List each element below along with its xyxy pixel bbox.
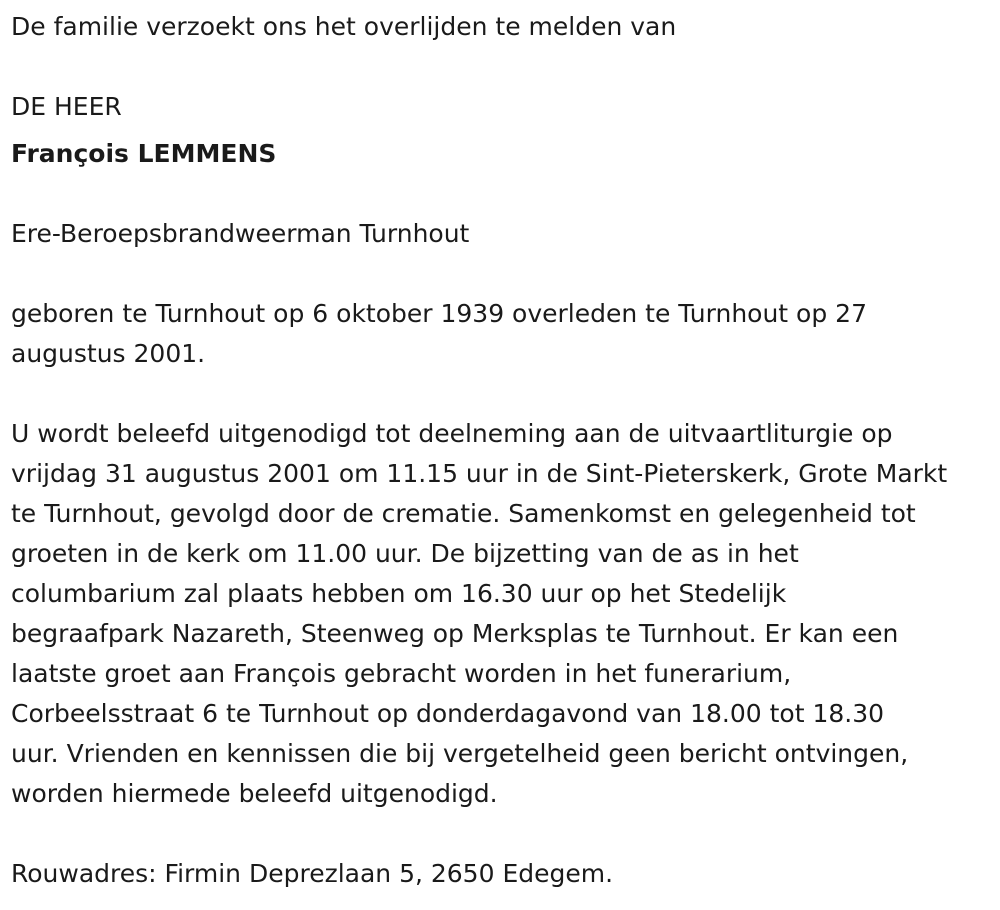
paragraph-line: te Turnhout, gevolgd door de crematie. Samenkomst en gelegenheid tot: [11, 499, 916, 528]
deceased-name: François LEMMENS: [11, 139, 277, 168]
birth-death-paragraph: [11, 294, 991, 374]
paragraph-line: Corbeelsstraat 6 te Turnhout op donderdagavond van 18.00 tot 18.30: [11, 699, 885, 728]
paragraph-line: laatste groet aan François gebracht worden in het funerarium,: [11, 659, 792, 688]
deceased-role: Ere-Beroepsbrandweerman Turnhout: [11, 219, 470, 248]
paragraph-line: uur. Vrienden en kennissen die bij vergetelheid geen bericht ontvingen,: [11, 739, 909, 768]
funeral-invitation-paragraph: [11, 414, 947, 814]
mourning-address: Rouwadres: Firmin Deprezlaan 5, 2650 Edegem.: [11, 859, 614, 888]
paragraph-line: begraafpark Nazareth, Steenweg op Merksplas te Turnhout. Er kan een: [11, 619, 899, 648]
paragraph-line: vrijdag 31 augustus 2001 om 11.15 uur in de Sint-Pieterskerk, Grote Markt: [11, 459, 948, 488]
intro-text: De familie verzoekt ons het overlijden te melden van: [11, 12, 677, 41]
paragraph-line: groeten in de kerk om 11.00 uur. De bijzetting van de as in het: [11, 539, 799, 568]
honorific-title: DE HEER: [11, 92, 122, 121]
paragraph-line: U wordt beleefd uitgenodigd tot deelneming aan de uitvaartliturgie op: [11, 419, 893, 448]
paragraph-line: worden hiermede beleefd uitgenodigd.: [11, 779, 498, 808]
paragraph-line: augustus 2001.: [11, 339, 206, 368]
paragraph-line: geboren te Turnhout op 6 oktober 1939 overleden te Turnhout op 27: [11, 299, 867, 328]
paragraph-line: columbarium zal plaats hebben om 16.30 uur op het Stedelijk: [11, 579, 787, 608]
